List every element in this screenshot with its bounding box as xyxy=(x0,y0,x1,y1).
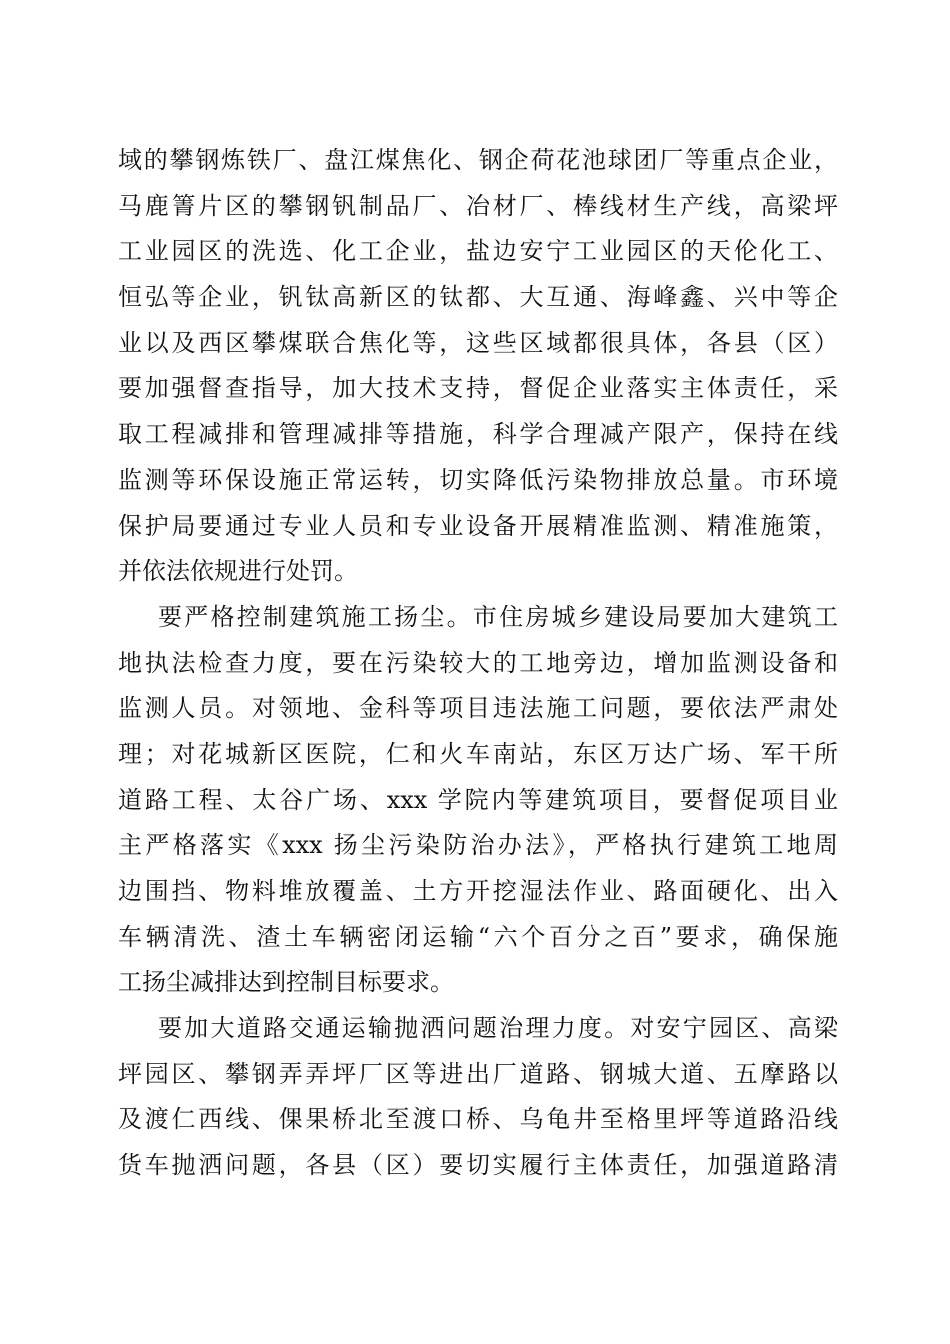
text-line: 工扬尘减排达到控制目标要求。 xyxy=(118,968,454,997)
text-line: 保护局要通过专业人员和专业设备开展精准监测、精准施策， xyxy=(118,511,838,540)
paragraph xyxy=(118,1006,838,1189)
text-line: 及渡仁西线、倮果桥北至渡口桥、乌龟井至格里坪等道路沿线 xyxy=(118,1105,838,1134)
text-line: 要严格控制建筑施工扬尘。市住房城乡建设局要加大建筑工 xyxy=(158,602,838,631)
text-line: 理；对花城新区医院，仁和火车南站，东区万达广场、军干所 xyxy=(118,739,838,768)
text-line: 边围挡、物料堆放覆盖、土方开挖湿法作业、路面硬化、出入 xyxy=(118,877,838,905)
text-line: 并依法依规进行处罚。 xyxy=(118,557,358,586)
text-line: 货车抛洒问题，各县（区）要切实履行主体责任，加强道路清 xyxy=(118,1151,838,1180)
paragraph xyxy=(118,138,838,595)
text-line: 工业园区的洗选、化工企业，盐边安宁工业园区的天伦化工、 xyxy=(118,237,838,266)
text-line: 业以及西区攀煤联合焦化等，这些区域都很具体，各县（区） xyxy=(118,328,838,357)
document-body xyxy=(118,138,838,1189)
text-line: 恒弘等企业，钒钛高新区的钛都、大互通、海峰鑫、兴中等企 xyxy=(118,283,838,312)
text-line: 车辆清洗、渣土车辆密闭运输“六个百分之百”要求，确保施 xyxy=(118,922,838,951)
text-line: 域的攀钢炼铁厂、盘江煤焦化、钢企荷花池球团厂等重点企业， xyxy=(118,146,838,174)
text-line: 要加大道路交通运输抛洒问题治理力度。对安宁园区、高梁 xyxy=(158,1014,838,1043)
text-line: 地执法检查力度，要在污染较大的工地旁边，增加监测设备和 xyxy=(118,648,838,677)
text-line: 取工程减排和管理减排等措施，科学合理减产限产，保持在线 xyxy=(118,420,838,449)
text-line: 马鹿箐片区的攀钢钒制品厂、冶材厂、棒线材生产线，高梁坪 xyxy=(118,191,838,220)
text-line: 监测人员。对领地、金科等项目违法施工问题，要依法严肃处 xyxy=(118,694,838,723)
text-line: 坪园区、攀钢弄弄坪厂区等进出厂道路、钢城大道、五摩路以 xyxy=(118,1059,838,1088)
text-line: 道路工程、太谷广场、xxx 学院内等建筑项目，要督促项目业 xyxy=(118,785,838,814)
text-line: 主严格落实《xxx 扬尘污染防治办法》，严格执行建筑工地周 xyxy=(118,831,838,860)
text-line: 要加强督查指导，加大技术支持，督促企业落实主体责任，采 xyxy=(118,374,838,403)
text-line: 监测等环保设施正常运转，切实降低污染物排放总量。市环境 xyxy=(118,465,838,494)
paragraph xyxy=(118,595,838,1006)
